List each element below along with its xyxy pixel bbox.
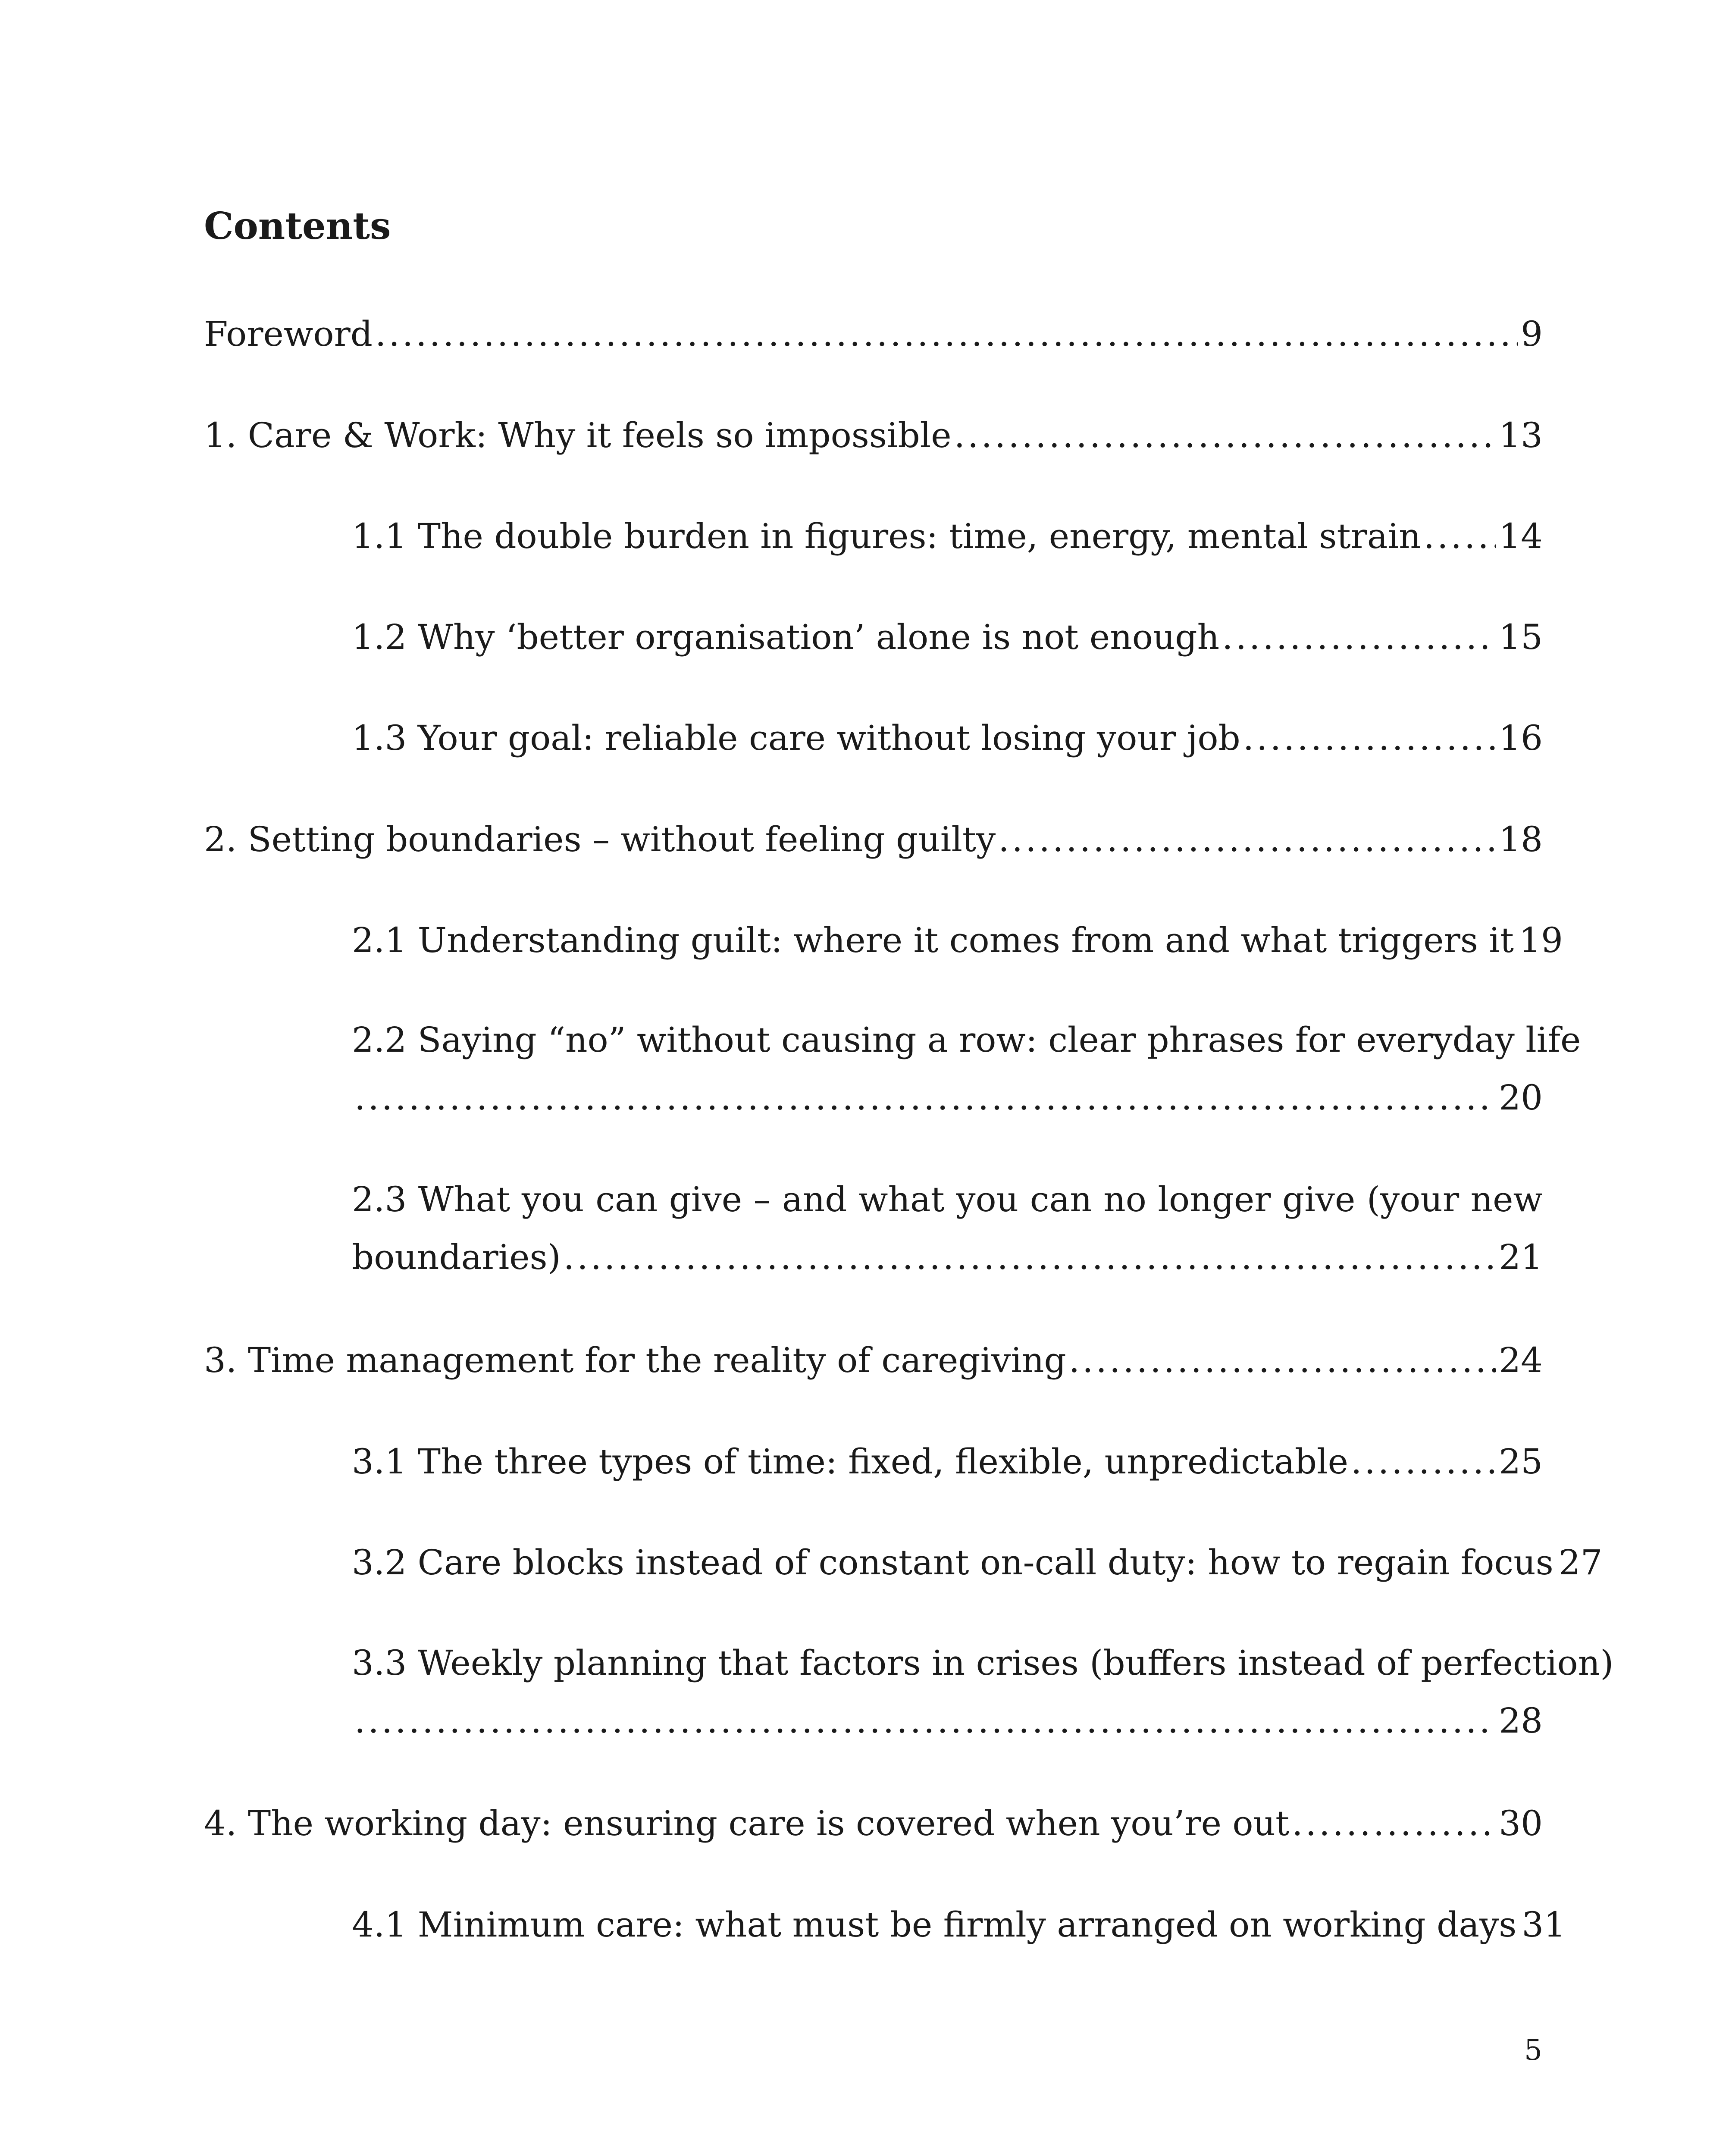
toc-entry-title: 4. The working day: ensuring care is covered when you’re out	[204, 1803, 1290, 1843]
toc-entry-title: 3. Time management for the reality of caregiving	[204, 1340, 1066, 1380]
toc-entry-title: 1. Care & Work: Why it feels so impossible	[204, 415, 952, 455]
page-number: 5	[1524, 2034, 1542, 2067]
toc-subentry	[352, 718, 1543, 758]
toc-entry-title: 4.1 Minimum care: what must be firmly arranged on working days	[352, 1905, 1517, 1945]
toc-entry-page: 28	[1499, 1701, 1543, 1741]
toc-entry-title: 2. Setting boundaries – without feeling guilty	[204, 819, 996, 859]
toc-entry	[204, 415, 1543, 455]
toc-entry	[204, 314, 1543, 354]
toc-subentry	[352, 1171, 1543, 1286]
toc-entry-page: 13	[1499, 415, 1543, 455]
toc-leader	[564, 1228, 1496, 1286]
toc-entry-page: 16	[1499, 718, 1543, 758]
toc-entry-title: 2.3 What you can give – and what you can no longer give (your new	[352, 1179, 1543, 1219]
toc-entry-page: 9	[1521, 314, 1543, 354]
toc-leader	[1351, 1445, 1496, 1479]
toc-subentry	[352, 1905, 1566, 1945]
toc-entry-title: 1.1 The double burden in figures: time, energy, mental strain	[352, 516, 1421, 556]
toc-entry-title-continued: boundaries)	[352, 1237, 561, 1277]
toc-entry-title: 1.3 Your goal: reliable care without losing your job	[352, 718, 1240, 758]
toc-leader	[1069, 1343, 1497, 1378]
toc-entry-title: 3.3 Weekly planning that factors in crises (buffers instead of perfection)	[352, 1643, 1614, 1683]
toc-entry-page: 20	[1499, 1078, 1543, 1118]
toc-subentry	[352, 1011, 1581, 1127]
toc-leader	[998, 822, 1496, 857]
toc-leader	[1222, 620, 1496, 655]
toc-entry-page: 19	[1519, 920, 1563, 960]
toc-entry	[204, 1340, 1543, 1380]
toc-entry-title: 3.1 The three types of time: fixed, flexible, unpredictable	[352, 1442, 1348, 1482]
toc-leader	[375, 317, 1518, 351]
toc-leader	[1424, 519, 1497, 554]
toc-entry-continuation	[352, 1692, 1543, 1750]
toc-subentry	[352, 1634, 1614, 1750]
toc-entry-continuation	[352, 1228, 1543, 1286]
toc-leader	[1292, 1806, 1496, 1841]
toc-entry-page: 14	[1499, 516, 1543, 556]
toc-entry-continuation	[352, 1069, 1543, 1127]
toc-entry-title: 1.2 Why ‘better organisation’ alone is not enough	[352, 617, 1220, 657]
toc-entry-page: 31	[1522, 1905, 1566, 1945]
toc-leader	[1243, 721, 1496, 755]
toc-subentry	[352, 617, 1543, 657]
toc-subentry	[352, 1442, 1543, 1482]
toc-entry-page: 15	[1499, 617, 1543, 657]
toc-entry-page: 21	[1499, 1237, 1543, 1277]
toc-entry-title: Foreword	[204, 314, 373, 354]
toc-leader	[954, 418, 1497, 453]
toc-entry	[204, 1803, 1543, 1843]
toc-entry	[204, 819, 1543, 859]
toc-subentry	[352, 1542, 1603, 1583]
toc-leader	[354, 1692, 1496, 1750]
toc-entry-page: 24	[1499, 1340, 1543, 1380]
toc-entry-page: 18	[1499, 819, 1543, 859]
toc-entry-page: 30	[1499, 1803, 1543, 1843]
contents-heading: Contents	[204, 204, 391, 248]
toc-entry-title: 2.2 Saying “no” without causing a row: clear phrases for everyday life	[352, 1020, 1581, 1060]
toc-leader	[354, 1069, 1496, 1127]
toc-entry-page: 27	[1558, 1542, 1603, 1583]
toc-entry-title: 3.2 Care blocks instead of constant on-call duty: how to regain focus	[352, 1542, 1553, 1583]
toc-entry-page: 25	[1499, 1442, 1543, 1482]
toc-subentry	[352, 920, 1563, 960]
toc-subentry	[352, 516, 1543, 556]
toc-entry-title: 2.1 Understanding guilt: where it comes from and what triggers it	[352, 920, 1514, 960]
